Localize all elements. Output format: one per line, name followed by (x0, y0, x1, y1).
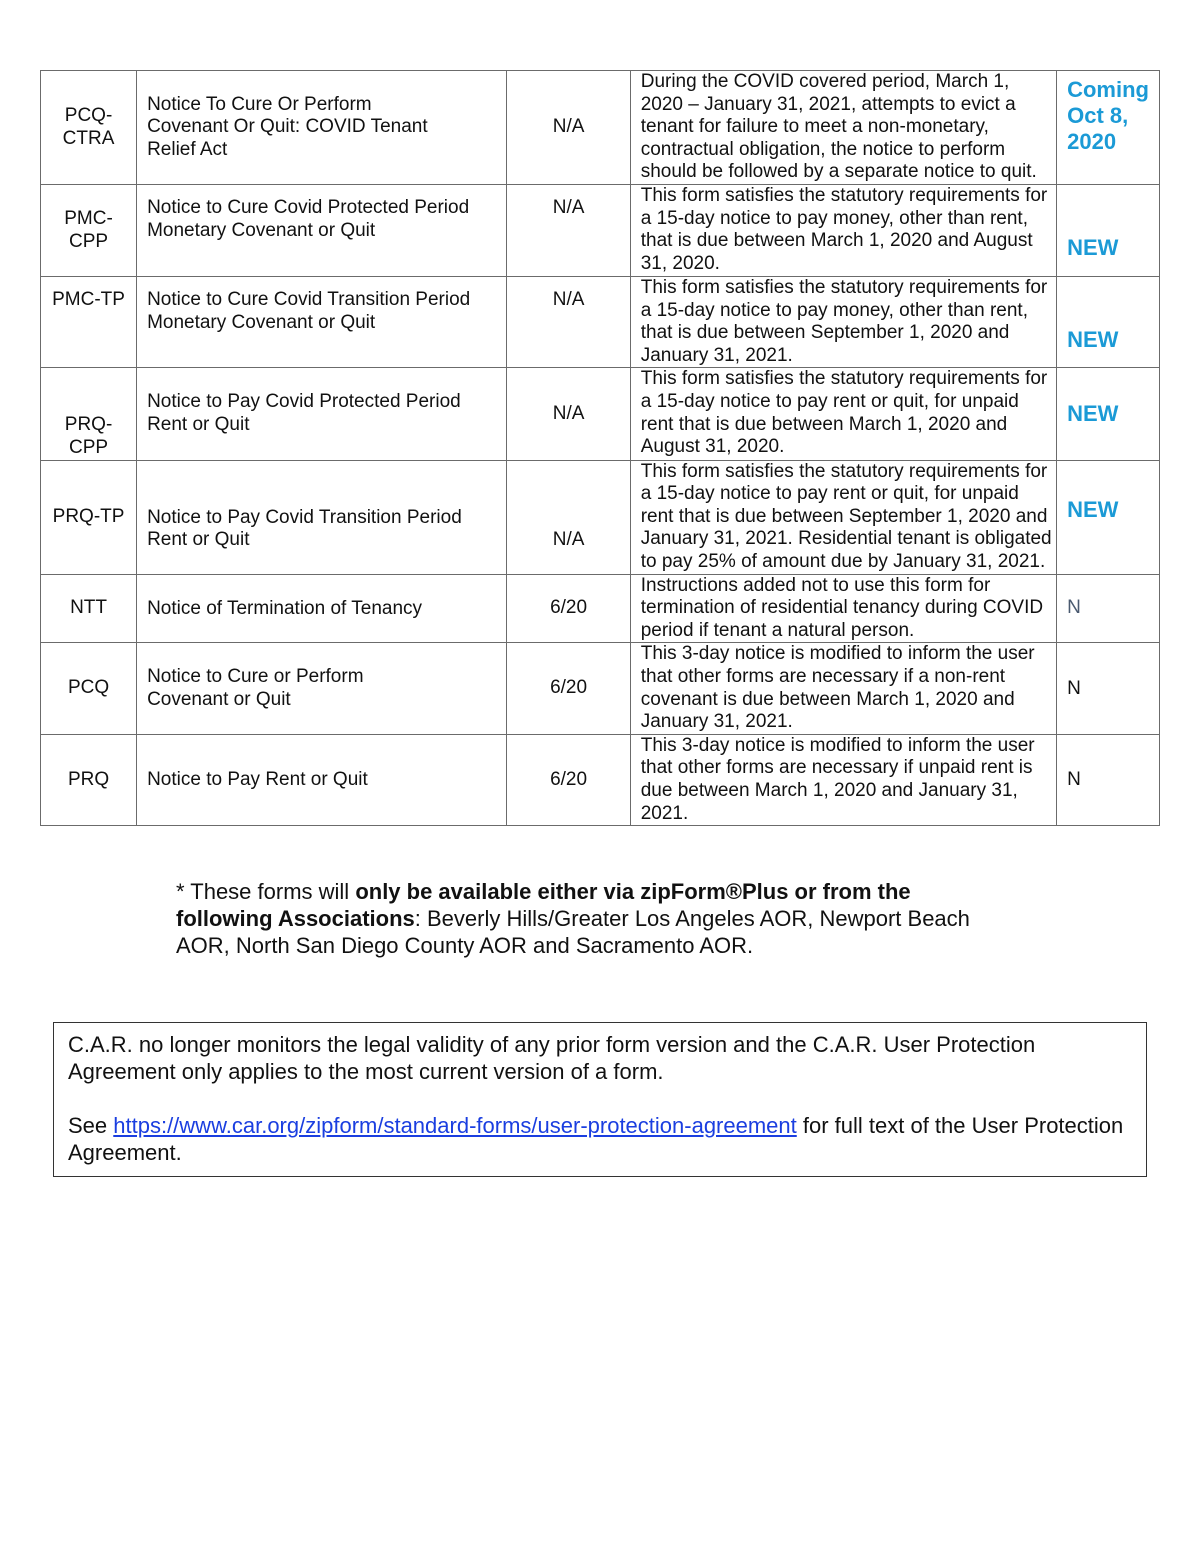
status-badge: NEW (1057, 277, 1160, 368)
form-description: This form satisfies the statutory requirements for a 15-day notice to pay rent or quit, for unpaid rent that is due between September 1, 2020 and January 31, 2021. Residential tenant is obligated to pay 25% of amount due by January 31, 2021. (630, 460, 1056, 574)
form-description: This 3-day notice is modified to inform the user that other forms are necessary if a non-rent covenant is due between March 1, 2020 and January 31, 2021. (630, 643, 1056, 734)
table-row (41, 277, 1160, 368)
form-version: N/A (507, 277, 630, 368)
form-description: This form satisfies the statutory requirements for a 15-day notice to pay rent or quit, for unpaid rent that is due between March 1, 2020 and August 31, 2020. (630, 368, 1056, 460)
status-badge: NEW (1057, 185, 1160, 277)
see-label: See (68, 1113, 114, 1138)
table-row (41, 460, 1160, 574)
form-code: NTT (41, 574, 137, 643)
disclaimer-box (53, 1022, 1147, 1177)
note-bold: only be available either via zipForm®Plus or from the following Associations (176, 879, 911, 931)
note-rest: : Beverly Hills/Greater Los Angeles AOR, Newport Beach AOR, North San Diego County AOR and Sacramento AOR. (176, 906, 970, 958)
form-version: 6/20 (507, 643, 630, 734)
form-code: PMC- CPP (41, 185, 137, 277)
form-title: Notice To Cure Or Perform Covenant Or Quit: COVID Tenant Relief Act (137, 71, 507, 185)
form-description: Instructions added not to use this form for termination of residential tenancy during COVID period if tenant a natural person. (630, 574, 1056, 643)
form-version: N/A (507, 71, 630, 185)
form-title: Notice to Cure Covid Protected Period Monetary Covenant or Quit (137, 185, 507, 277)
form-version: N/A (507, 368, 630, 460)
table-row (41, 574, 1160, 643)
form-version: 6/20 (507, 734, 630, 825)
table-row (41, 643, 1160, 734)
form-code: PRQ (41, 734, 137, 825)
form-version: 6/20 (507, 574, 630, 643)
status-badge: N (1057, 734, 1160, 825)
link-suffix: for full text of the User Protection Agreement. (68, 1113, 1124, 1165)
form-title: Notice to Cure Covid Transition Period Monetary Covenant or Quit (137, 277, 507, 368)
form-title: Notice to Cure or Perform Covenant or Quit (137, 643, 507, 734)
form-title: Notice of Termination of Tenancy (137, 574, 507, 643)
note-lead: * These forms will (176, 879, 356, 904)
status-badge: N (1057, 643, 1160, 734)
table-row (41, 368, 1160, 460)
form-title: Notice to Pay Covid Protected Period Rent or Quit (137, 368, 507, 460)
form-version: N/A (507, 185, 630, 277)
disclaimer-text: C.A.R. no longer monitors the legal validity of any prior form version and the C.A.R. User Protection Agreement only applies to the most current version of a form. (68, 1032, 1036, 1084)
form-code: PRQ-TP (41, 460, 137, 574)
form-code: PMC-TP (41, 277, 137, 368)
form-version: N/A (507, 460, 630, 574)
form-code: PRQ- CPP (41, 368, 137, 460)
table-row (41, 71, 1160, 185)
form-title: Notice to Pay Rent or Quit (137, 734, 507, 825)
form-code: PCQ- CTRA (41, 71, 137, 185)
status-badge: Coming Oct 8, 2020 (1057, 71, 1160, 185)
user-protection-agreement-link[interactable]: https://www.car.org/zipform/standard-forms/user-protection-agreement (113, 1113, 797, 1138)
form-description: This form satisfies the statutory requirements for a 15-day notice to pay money, other than rent, that is due between March 1, 2020 and August 31, 2020. (630, 185, 1056, 277)
form-title: Notice to Pay Covid Transition Period Rent or Quit (137, 460, 507, 574)
table-row (41, 185, 1160, 277)
form-description: During the COVID covered period, March 1, 2020 – January 31, 2021, attempts to evict a tenant for failure to meet a non-monetary, contractual obligation, the notice to perform should be followed by a separate notice to quit. (630, 71, 1056, 185)
status-badge: NEW (1057, 368, 1160, 460)
forms-table (40, 70, 1160, 826)
disclaimer-link-line (68, 1112, 1132, 1166)
table-row (41, 734, 1160, 825)
status-badge: NEW (1057, 460, 1160, 574)
form-description: This 3-day notice is modified to inform the user that other forms are necessary if unpaid rent is due between March 1, 2020 and January 31, 2021. (630, 734, 1056, 825)
form-code: PCQ (41, 643, 137, 734)
form-description: This form satisfies the statutory requirements for a 15-day notice to pay money, other than rent, that is due between September 1, 2020 and January 31, 2021. (630, 277, 1056, 368)
availability-note (176, 878, 996, 959)
status-badge: N (1057, 574, 1160, 643)
